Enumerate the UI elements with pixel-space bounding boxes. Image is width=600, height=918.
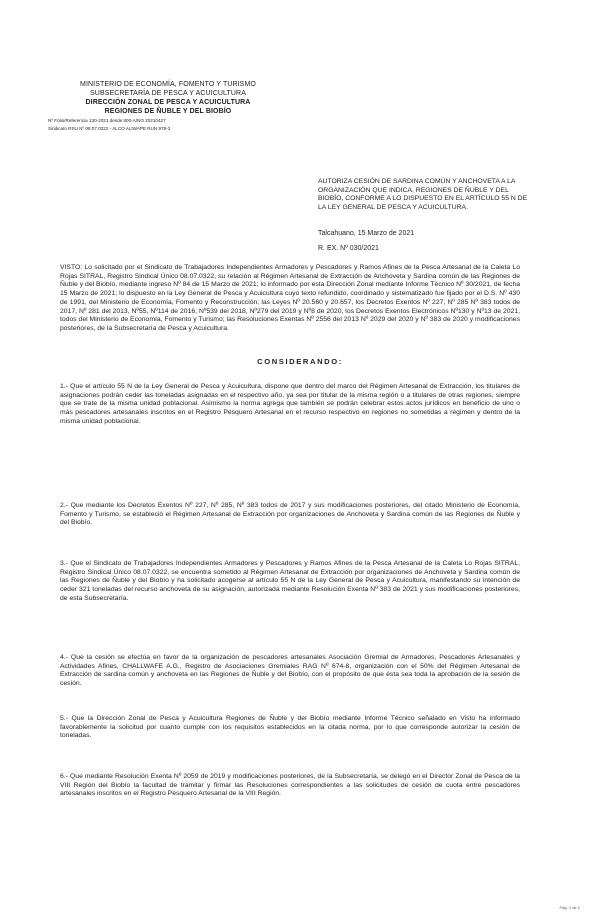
page-footer: Pág. 1 de 2 [559,905,580,910]
considerando-3: 3.- Que el Sindicato de Trabajadores Independientes Armadores y Pescadores y Ramos Afines de la Pesca Artesanal de la Caleta Lo Rojas SITRAL, Registro Sindical Único 08.07.0322, se encuentra sometido al Régimen Artesanal de Extracción por organizaciones de Anchoveta y Sardina común de las Regiones de Ñuble y del Biobío y ha solicitado acogerse al artículo 55 N de la Ley General de Pesca y Acuicultura, manifestando su intención de ceder 321 toneladas del recurso anchoveta de su asignación, autorizada mediante Resolución Exenta Nº 383 de 2021 y sus modificaciones posteriores, de esta Subsecretaría. [60,560,520,602]
considerando-1: 1.- Que el artículo 55 N de la Ley General de Pesca y Acuicultura, dispone que dentro del marco del Régimen Artesanal de Extracción, los titulares de asignaciones podrán ceder las toneladas asignadas en el respectivo año, ya sea por titular de la misma región o a titulares de otras regiones, siempre que se trate de la misma unidad poblacional. Asimismo la norma agrega que también se podrán celebrar estos actos jurídicos en beneficio de uno o más pescadores artesanales inscritos en el Registro Pesquero Artesanal en el recurso respectivo en regiones no sometidas a régimen y dentro de la misma unidad poblacional. [60,383,520,425]
ministry-name: MINISTERIO DE ECONOMÍA, FOMENTO Y TURISMO [80,81,256,88]
subsecretaria-name: SUBSECRETARÍA DE PESCA Y ACUICULTURA [90,90,246,97]
considerando-5: 5.- Que la Dirección Zonal de Pesca y Acuicultura Regiones de Ñuble y del Biobío mediante Informe Técnico señalado en Visto ha informado favorablemente la solicitud por cuanto cumple con los requisitos establecidos en la citada norma, por lo que corresponde autorizar la cesión de toneladas. [60,715,520,740]
reference-line-2: Sindicato RSU Nº 08.07.0322 - ALCO ALIWAPE RUN 978-3 [48,126,171,131]
place-date: Talcahuano, 15 Marzo de 2021 [318,230,415,237]
regiones-name: REGIONES DE ÑUBLE Y DEL BIOBÍO [104,108,232,115]
resolution-subject: AUTORIZA CESIÓN DE SARDINA COMÚN Y ANCHOVETA A LA ORGANIZACIÓN QUE INDICA, REGIONES DE ÑUBLE Y DEL BIOBÍO, CONFORME A LO DISPUESTO EN EL ARTÍCULO 55 N DE LA LEY GENERAL DE PESCA Y ACUICULTURA. [318,178,528,211]
considerando-heading: CONSIDERANDO: [257,357,343,366]
resolution-number: R. EX. Nº 030/2021 [318,245,379,252]
letterhead [48,80,288,132]
considerando-6: 6.- Que mediante Resolución Exenta Nº 2059 de 2019 y modificaciones posteriores, de la Subsecretaría, se delegó en el Director Zonal de Pesca de la VIII Región del Biobío la facultad de tramitar y firmar las Resoluciones correspondientes a las solicitudes de cesión de cuota entre pescadores artesanales inscritos en el Registro Pesquero Artesanal de la VIII Región. [60,773,520,798]
visto-paragraph: VISTO: Lo solicitado por el Sindicato de Trabajadores Independientes Armadores y Pescadores y Ramos Afines de la Pesca Artesanal de la Caleta Lo Rojas SITRAL, Registro Sindical Único 08.07.0322, su relación al Régimen Artesanal de Extracción de Anchoveta y Sardina común de las Regiones de Ñuble y del Biobío, mediante ingreso Nº 84 de 15 Marzo de 2021; lo informado por esta Dirección Zonal mediante Informe Técnico Nº 30/2021, de fecha 15 Marzo de 2021; lo dispuesto en la Ley General de Pesca y Acuicultura cuyo texto refundido, coordinado y sistematizado fue fijado por el D.S. Nº 430 de 1991, del Ministerio de Economía, Fomento y Reconstrucción; las Leyes Nº 20.560 y 20.657, los Decretos Exentos Nº 227, Nº 285 Nº 383 todos de 2017, Nº 281 del 2013, Nº55, Nº114 de 2016, Nº539 del 2018, Nº279 del 2019 y Nº8 de 2020, los Decretos Exentos Electrónicos Nº130 y Nº13 de 2021, todos del Ministerio de Economía, Fomento y Turismo; las Resoluciones Exentas Nº 2556 del 2013 Nº 2029 del 2020 y Nº 383 de 2020 y modificaciones posteriores, de la Subsecretaría de Pesca y Acuicultura. [60,264,520,332]
direccion-name: DIRECCIÓN ZONAL DE PESCA Y ACUICULTURA [85,99,251,106]
considerando-4: 4.- Que la cesión se efectúa en favor de la organización de pescadores artesanales Asociación Gremial de Armadores, Pescadores Artesanales y Actividades Afines, CHALLWAFE A.G., Registro de Asociaciones Gremiales RAG Nº 674-8, organización con el 50% del Régimen Artesanal de Extracción de sardina común y anchoveta en las Regiones de Ñuble y del Biobío, con el propósito de que ésta sea toda la aprobación de la sesión de cesión. [60,654,520,688]
considerando-2: 2.- Que mediante los Decretos Exentos Nº 227, Nº 285, Nº 383 todos de 2017 y sus modificaciones posteriores, del citado Ministerio de Economía, Fomento y Turismo, se estableció el Régimen Artesanal de Extracción por organizaciones de Anchoveta y Sardina común de las Regiones de Ñuble y del Biobío. [60,502,520,527]
reference-line-1: Nº Folio/Referencia 130-2021 desde 800-A/NO 20210427 [48,118,166,123]
